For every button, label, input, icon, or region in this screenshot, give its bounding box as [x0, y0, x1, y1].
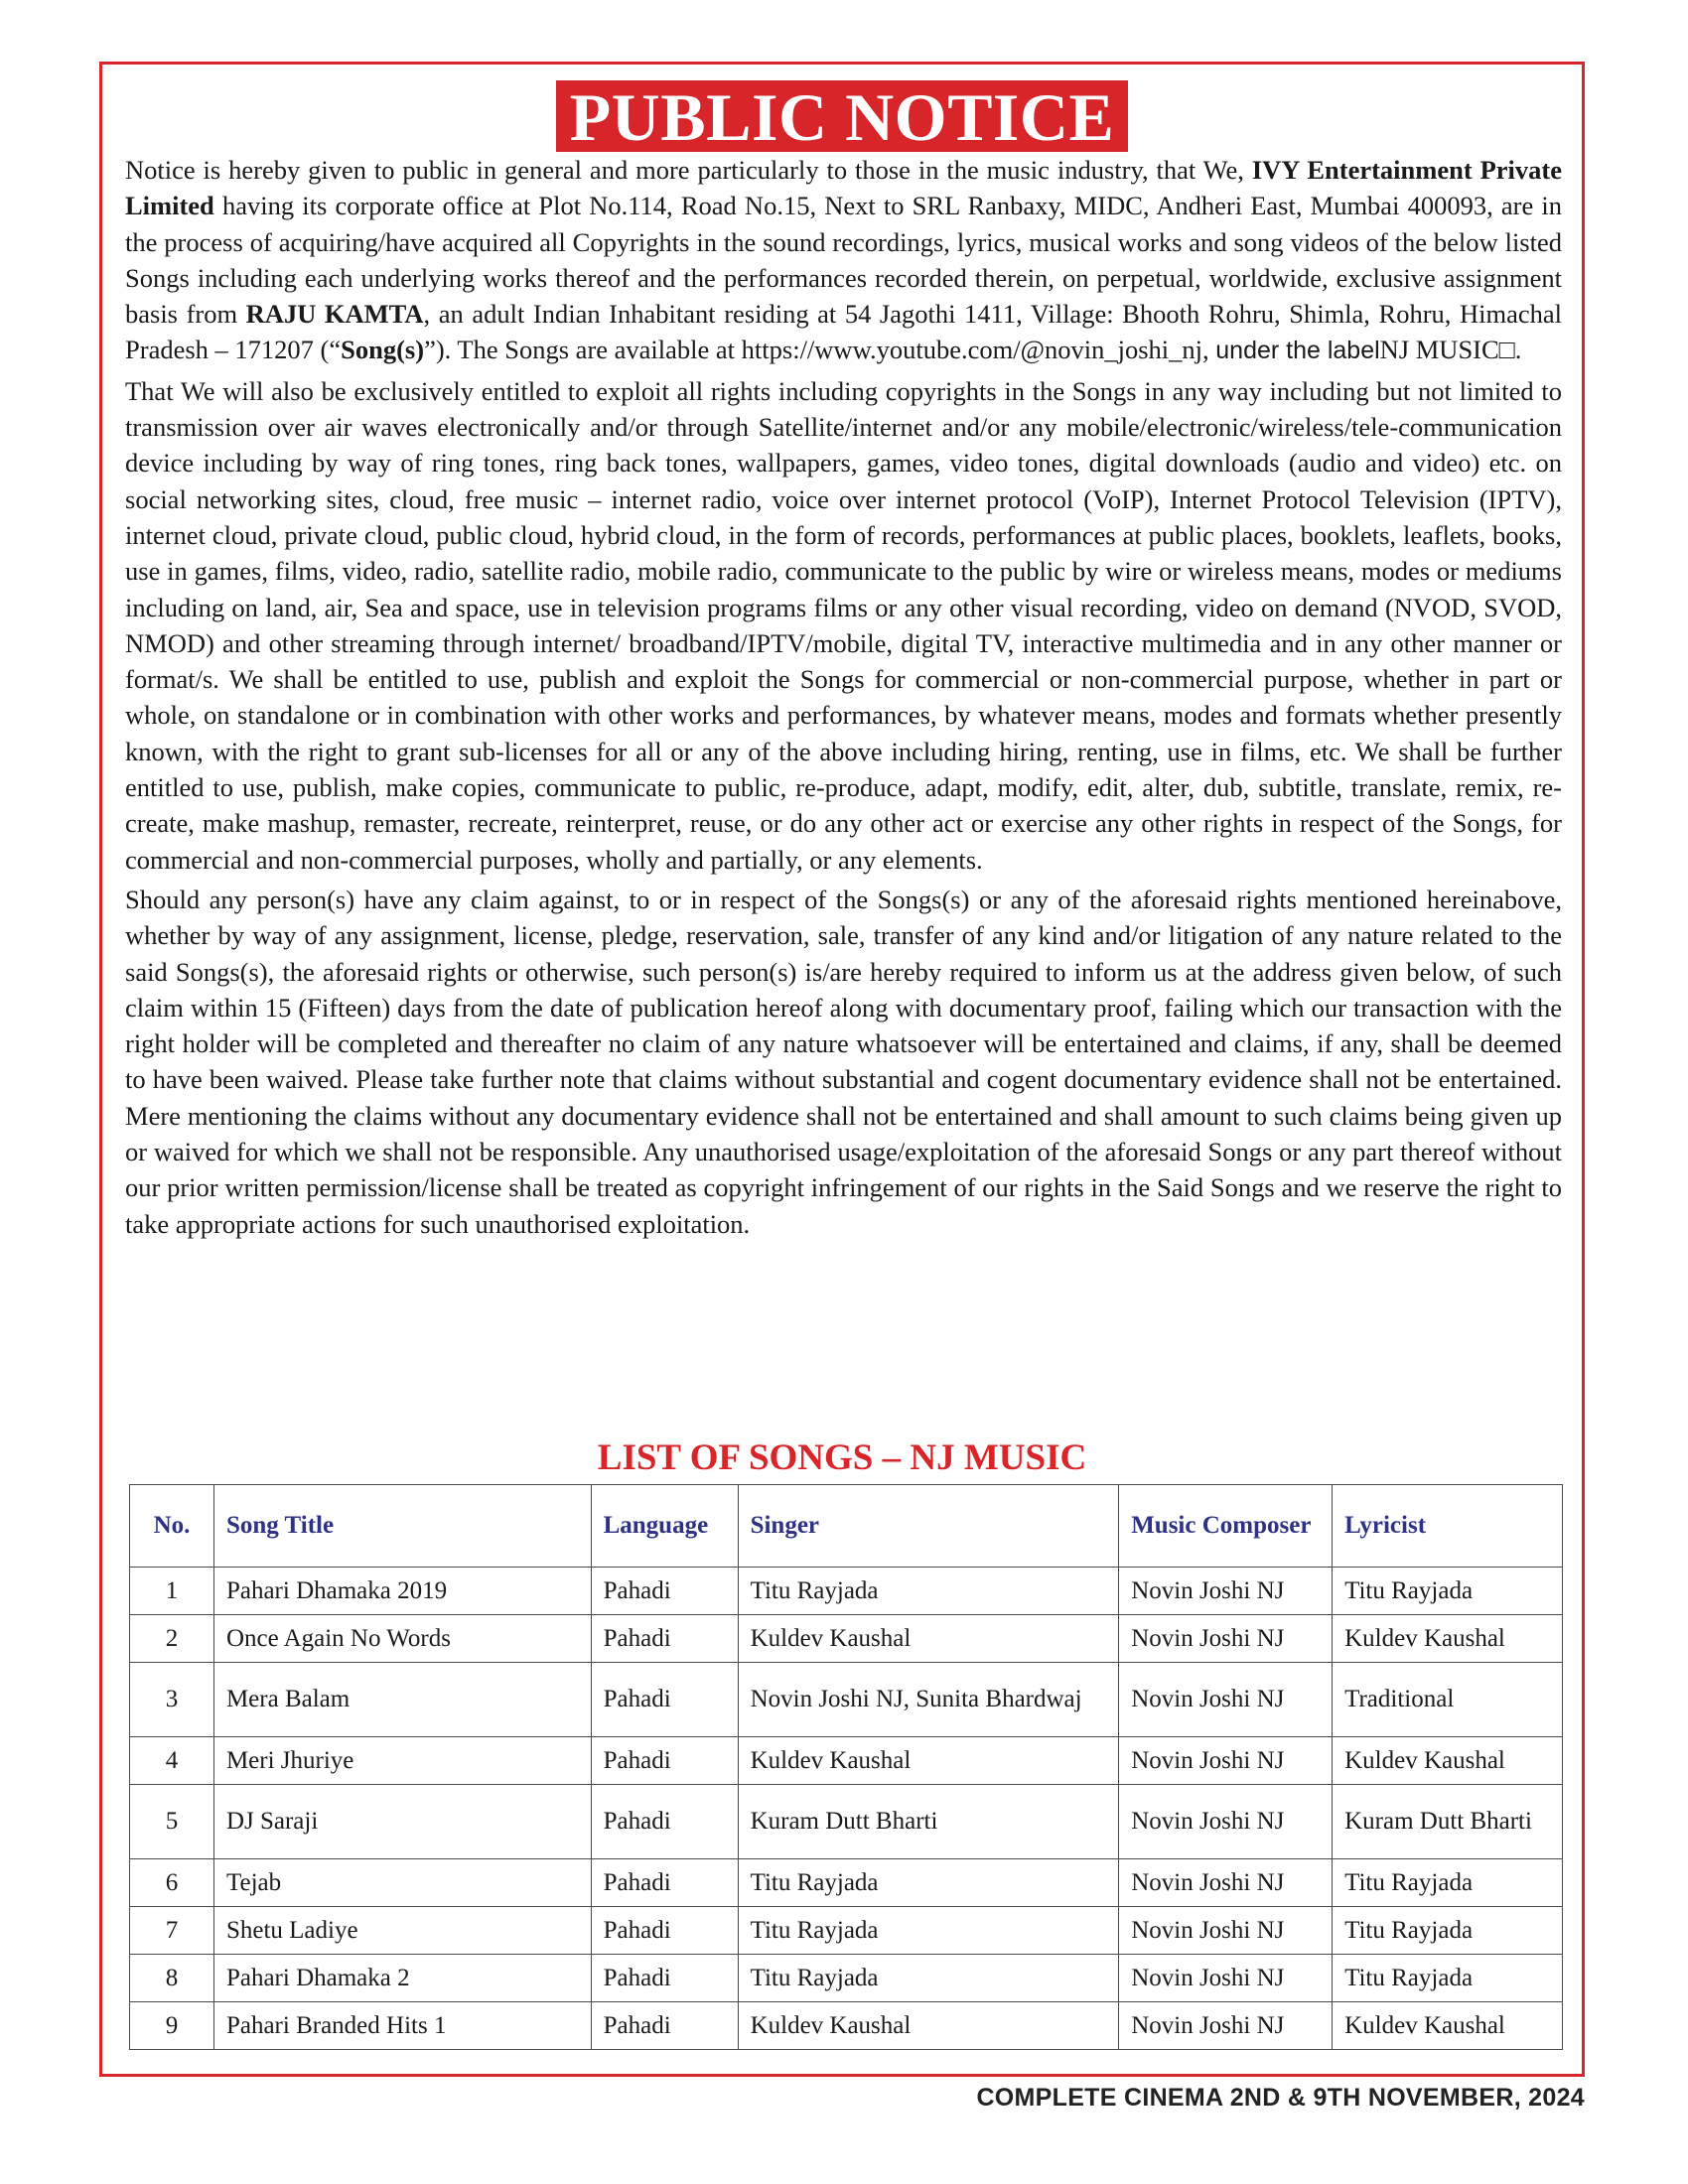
notice-title: PUBLIC NOTICE — [556, 80, 1129, 152]
cell-language: Pahadi — [591, 1663, 738, 1737]
cell-song-title: Pahari Branded Hits 1 — [213, 2002, 591, 2050]
p1-text-d: ”). The Songs are available at https://www.youtube.com/@novin_joshi_nj, — [424, 335, 1216, 365]
cell-lyricist: Titu Rayjada — [1333, 1907, 1563, 1955]
table-row — [130, 1663, 1563, 1737]
cell-song-title: Pahari Dhamaka 2 — [213, 1955, 591, 2002]
table-row — [130, 1568, 1563, 1615]
cell-language: Pahadi — [591, 1568, 738, 1615]
cell-singer: Titu Rayjada — [738, 1859, 1119, 1907]
songs-list-heading: LIST OF SONGS – NJ MUSIC — [597, 1437, 1087, 1478]
notice-paragraph-1 — [125, 152, 1562, 369]
cell-singer: Novin Joshi NJ, Sunita Bhardwaj — [738, 1663, 1119, 1737]
table-row — [130, 2002, 1563, 2050]
table-row — [130, 1615, 1563, 1663]
cell-lyricist: Traditional — [1333, 1663, 1563, 1737]
table-header-row — [130, 1485, 1563, 1568]
table-row — [130, 1859, 1563, 1907]
cell-lyricist: Kuram Dutt Bharti — [1333, 1785, 1563, 1859]
cell-language: Pahadi — [591, 2002, 738, 2050]
cell-composer: Novin Joshi NJ — [1119, 1859, 1333, 1907]
cell-song-title: Meri Jhuriye — [213, 1737, 591, 1785]
table-row — [130, 1737, 1563, 1785]
cell-singer: Titu Rayjada — [738, 1568, 1119, 1615]
cell-no: 9 — [130, 2002, 214, 2050]
cell-lyricist: Kuldev Kaushal — [1333, 1737, 1563, 1785]
cell-language: Pahadi — [591, 1907, 738, 1955]
header-music-composer: Music Composer — [1119, 1485, 1333, 1568]
cell-lyricist: Titu Rayjada — [1333, 1568, 1563, 1615]
header-singer: Singer — [738, 1485, 1119, 1568]
notice-paragraph-2: That We will also be exclusively entitled to exploit all rights including copyrights in the Songs in any way including but not limited to transmission over air waves electronically and/or through Satellite/internet and/or any mobile/electronic/wireless/tele-communication device including by way of ring tones, ring back tones, wallpapers, games, video tones, digital downloads (audio and video) etc. on social networking sites, cloud, free music – internet radio, voice over internet protocol (VoIP), Internet Protocol Television (IPTV), internet cloud, private cloud, public cloud, hybrid cloud, in the form of records, performances at public places, booklets, leaflets, books, use in games, films, video, radio, satellite radio, mobile radio, communicate to the public by wire or wireless means, modes or mediums including on land, air, Sea and space, use in television programs films or any other visual recording, video on demand (NVOD, SVOD, NMOD) and other streaming through internet/ broadband/IPTV/mobile, digital TV, interactive multimedia and in any other manner or format/s. We shall be entitled to use, publish and exploit the Songs for commercial or non-commercial purpose, whether in part or whole, on standalone or in combination with other works and performances, by whatever means, modes and formats whether presently known, with the right to grant sub-licenses for all or any of the above including hiring, renting, use in films, etc. We shall be further entitled to use, publish, make copies, communicate to public, re-produce, adapt, modify, edit, alter, dub, subtitle, translate, remix, re-create, make mashup, remaster, recreate, reinterpret, reuse, or do any other act or exercise any other rights in respect of the Songs, for commercial and non-commercial purposes, wholly and partially, or any elements. — [125, 375, 1562, 875]
cell-song-title: Mera Balam — [213, 1663, 591, 1737]
cell-composer: Novin Joshi NJ — [1119, 1955, 1333, 2002]
assignor-name: RAJU KAMTA — [245, 299, 424, 330]
cell-song-title: Tejab — [213, 1859, 591, 1907]
cell-lyricist: Kuldev Kaushal — [1333, 2002, 1563, 2050]
cell-singer: Kuldev Kaushal — [738, 2002, 1119, 2050]
cell-singer: Kuram Dutt Bharti — [738, 1785, 1119, 1859]
header-no: No. — [130, 1485, 214, 1568]
cell-song-title: Pahari Dhamaka 2019 — [213, 1568, 591, 1615]
cell-no: 7 — [130, 1907, 214, 1955]
p1-text-b: having its corporate office at Plot No.114, Road No.15, Next to SRL Ranbaxy, MIDC, Andheri East, Mumbai 400093, are in the process of acquiring/have acquired all Copyrights in the sound recordings, lyrics, musical works and song videos of the below listed Songs including each underlying works thereof and the performances recorded therein, on perpetual, worldwide, exclusive assignment basis from — [125, 191, 1562, 330]
table-row — [130, 1785, 1563, 1859]
cell-singer: Titu Rayjada — [738, 1907, 1119, 1955]
cell-song-title: Shetu Ladiye — [213, 1907, 591, 1955]
cell-no: 1 — [130, 1568, 214, 1615]
cell-song-title: Once Again No Words — [213, 1615, 591, 1663]
header-language: Language — [591, 1485, 738, 1568]
header-lyricist: Lyricist — [1333, 1485, 1563, 1568]
cell-language: Pahadi — [591, 1785, 738, 1859]
cell-lyricist: Titu Rayjada — [1333, 1859, 1563, 1907]
cell-composer: Novin Joshi NJ — [1119, 1907, 1333, 1955]
cell-no: 2 — [130, 1615, 214, 1663]
cell-no: 5 — [130, 1785, 214, 1859]
cell-no: 3 — [130, 1663, 214, 1737]
notice-body — [125, 152, 1562, 1242]
header-song-title: Song Title — [213, 1485, 591, 1568]
p1-text-c: , an adult Indian Inhabitant residing at 54 Jagothi 1411, Village: Bhooth Rohru, Shimla, Rohru, Himachal Pradesh – 171207 (“ — [125, 299, 1562, 365]
publication-footer: COMPLETE CINEMA 2ND & 9TH NOVEMBER, 2024 — [976, 2084, 1585, 2112]
cell-composer: Novin Joshi NJ — [1119, 1785, 1333, 1859]
cell-lyricist: Kuldev Kaushal — [1333, 1615, 1563, 1663]
songs-defined-term: Song(s) — [341, 335, 425, 365]
cell-composer: Novin Joshi NJ — [1119, 2002, 1333, 2050]
cell-composer: Novin Joshi NJ — [1119, 1737, 1333, 1785]
cell-language: Pahadi — [591, 1615, 738, 1663]
title-wrap — [102, 79, 1582, 155]
label-phrase: under the label — [1215, 337, 1380, 365]
cell-no: 6 — [130, 1859, 214, 1907]
notice-frame — [99, 62, 1585, 2077]
cell-composer: Novin Joshi NJ — [1119, 1663, 1333, 1737]
cell-singer: Titu Rayjada — [738, 1955, 1119, 2002]
p1-text-a: Notice is hereby given to public in general and more particularly to those in the music industry, that We, — [125, 155, 1252, 185]
cell-language: Pahadi — [591, 1859, 738, 1907]
cell-lyricist: Titu Rayjada — [1333, 1955, 1563, 2002]
cell-no: 4 — [130, 1737, 214, 1785]
company-name: IVY Entertainment Private Limited — [125, 155, 1562, 221]
cell-singer: Kuldev Kaushal — [738, 1615, 1119, 1663]
notice-paragraph-3: Should any person(s) have any claim against, to or in respect of the Songs(s) or any of the aforesaid rights mentioned hereinabove, whether by way of any assignment, license, pledge, reservation, sale, transfer of any kind and/or litigation of any nature related to the said Songs(s), the aforesaid rights or otherwise, such person(s) is/are hereby required to inform us at the address given below, of such claim within 15 (Fifteen) days from the date of publication hereof along with documentary proof, failing which our transaction with the right holder will be completed and thereafter no claim of any nature whatsoever will be entertained and claims, if any, shall be deemed to have been waived. Please take further note that claims without substantial and cogent documentary evidence shall not be entertained. Mere mentioning the claims without any documentary evidence shall not be entertained and shall amount to such claims being given up or waived for which we shall not be responsible. Any unauthorised usage/exploitation of the aforesaid Songs or any part thereof without our prior written permission/license shall be treated as copyright infringement of our rights in the Said Songs and we reserve the right to take appropriate actions for such unauthorised exploitation. — [125, 884, 1562, 1239]
table-row — [130, 1955, 1563, 2002]
cell-language: Pahadi — [591, 1955, 738, 2002]
cell-song-title: DJ Saraji — [213, 1785, 591, 1859]
cell-no: 8 — [130, 1955, 214, 2002]
cell-composer: Novin Joshi NJ — [1119, 1568, 1333, 1615]
table-row — [130, 1907, 1563, 1955]
cell-composer: Novin Joshi NJ — [1119, 1615, 1333, 1663]
songs-table — [129, 1484, 1563, 2050]
cell-language: Pahadi — [591, 1737, 738, 1785]
p1-text-e: NJ MUSIC□. — [1379, 335, 1522, 365]
cell-singer: Kuldev Kaushal — [738, 1737, 1119, 1785]
